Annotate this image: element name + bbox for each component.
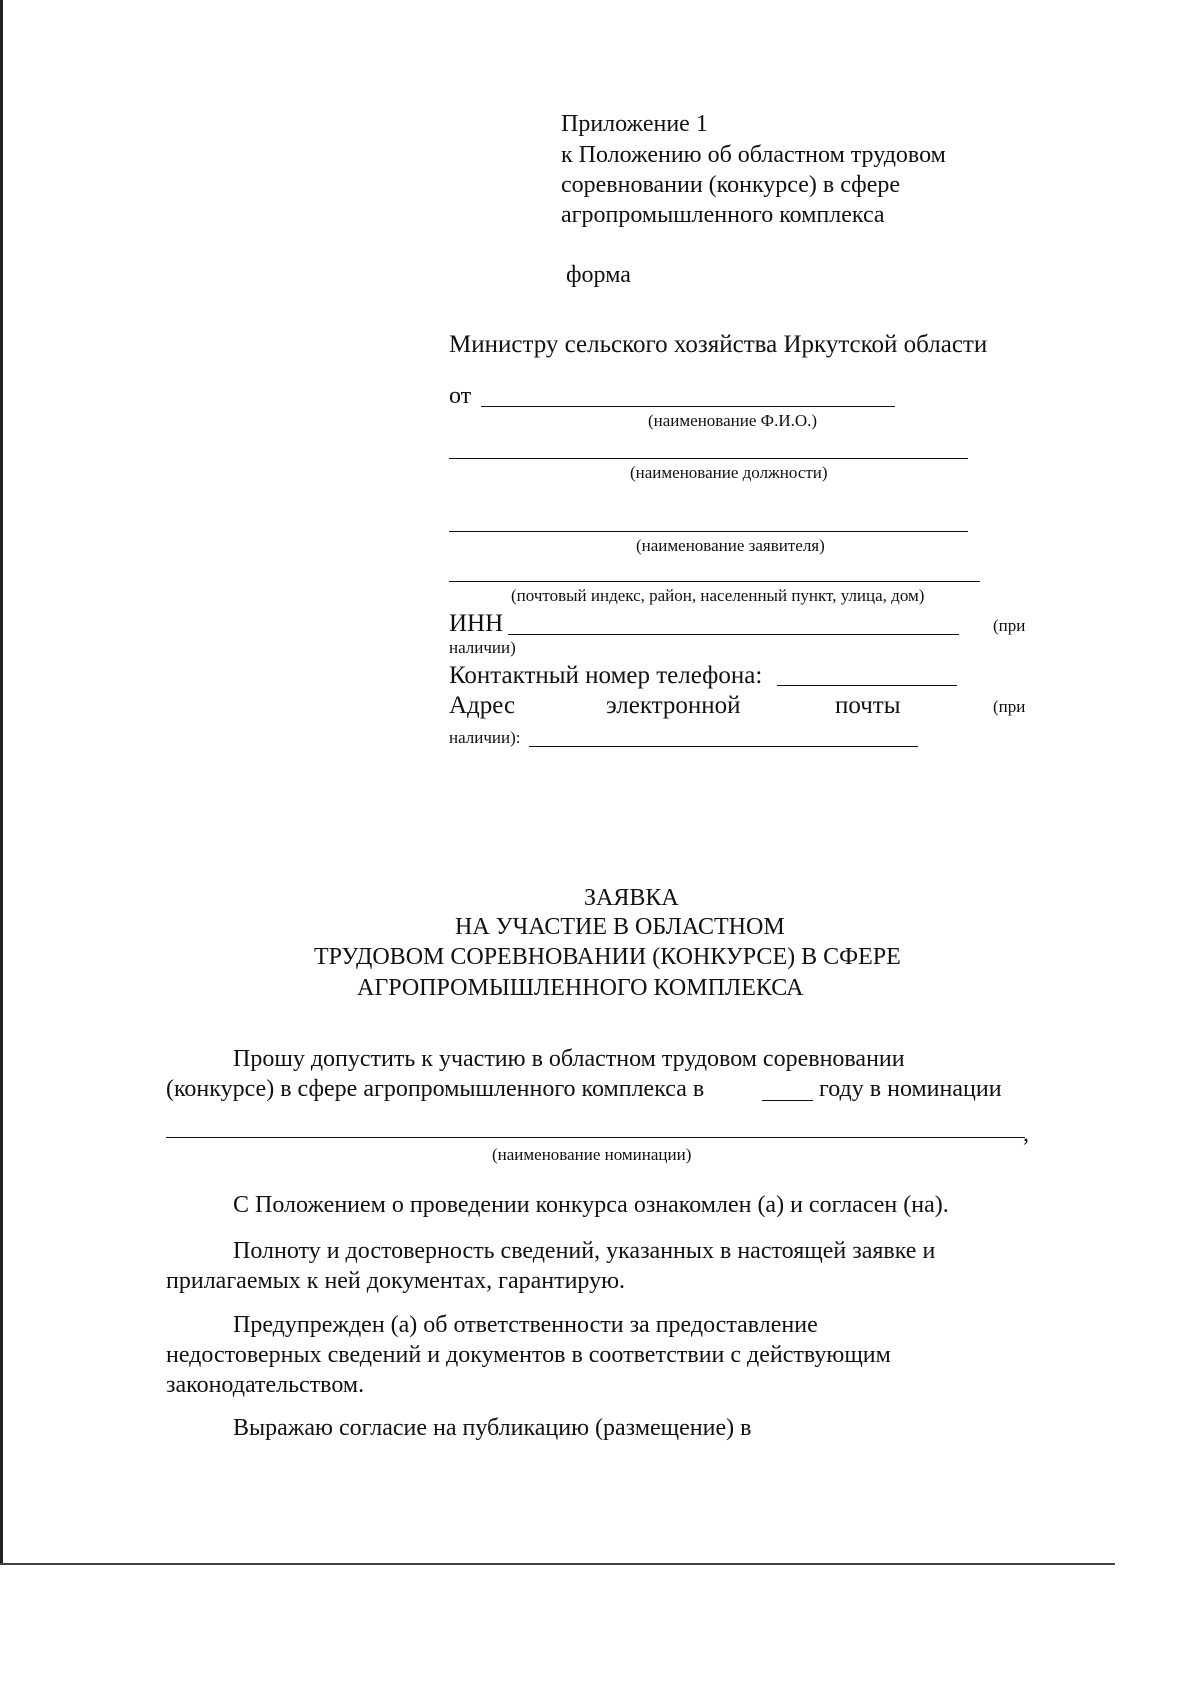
email-if-any-cont: наличии): (449, 728, 521, 747)
title-line-2: НА УЧАСТИЕ В ОБЛАСТНОМ (455, 914, 785, 940)
email-line (529, 746, 918, 747)
appendix-line-3: агропромышленного комплекса (561, 202, 885, 228)
para-4-line-1: Предупрежден (а) об ответственности за предоставление (233, 1312, 818, 1338)
para-4-line-2: недостоверных сведений и документов в соответствии с действующим (166, 1342, 891, 1368)
para-5-line-1: Выражаю согласие на публикацию (размещение) в (233, 1415, 752, 1441)
appendix-line-2: соревновании (конкурсе) в сфере (561, 172, 900, 198)
nomination-caption: (наименование номинации) (492, 1145, 692, 1164)
email-if-any: (при (993, 697, 1026, 716)
applicant-line (449, 531, 968, 532)
title-line-3: ТРУДОВОМ СОРЕВНОВАНИИ (КОНКУРСЕ) В СФЕРЕ (314, 944, 901, 970)
nomination-line (166, 1137, 1025, 1138)
title-line-1: ЗАЯВКА (584, 885, 679, 911)
phone-label: Контактный номер телефона: (449, 662, 763, 689)
position-caption: (наименование должности) (630, 463, 828, 482)
applicant-caption: (наименование заявителя) (636, 536, 825, 555)
email-word-3: почты (835, 692, 901, 719)
title-line-4: АГРОПРОМЫШЛЕННОГО КОМПЛЕКСА (357, 975, 804, 1001)
para-3-line-1: Полноту и достоверность сведений, указанных в настоящей заявке и (233, 1238, 936, 1264)
address-line (449, 581, 980, 582)
phone-line (777, 685, 957, 686)
para-3-line-2: прилагаемых к ней документах, гарантирую. (166, 1268, 626, 1294)
appendix-line-1: к Положению об областном трудовом (561, 142, 946, 168)
inn-line (508, 634, 959, 635)
fio-caption: (наименование Ф.И.О.) (648, 411, 818, 430)
scan-border-left (0, 0, 3, 1563)
inn-label: ИНН (449, 610, 504, 637)
address-caption: (почтовый индекс, район, населенный пункт, улица, дом) (511, 586, 925, 605)
inn-if-any: (при (993, 616, 1026, 635)
para-1-line-1: Прошу допустить к участию в областном трудовом соревновании (233, 1046, 905, 1072)
addressee-to: Министру сельского хозяйства Иркутской области (449, 331, 988, 358)
year-line (762, 1100, 813, 1101)
scan-border-bottom (0, 1563, 1115, 1565)
from-label: от (449, 383, 472, 409)
para-1-line-2b: году в номинации (819, 1076, 1002, 1102)
inn-if-any-cont: наличии) (449, 638, 516, 657)
nomination-comma: , (1023, 1121, 1029, 1147)
fio-line (481, 406, 895, 407)
email-word-1: Адрес (449, 692, 516, 719)
email-word-2: электронной (606, 692, 741, 719)
para-1-line-2a: (конкурсе) в сфере агропромышленного комплекса в (166, 1076, 705, 1102)
form-label: форма (566, 262, 631, 288)
para-4-line-3: законодательством. (166, 1372, 365, 1398)
appendix-title: Приложение 1 (561, 111, 708, 137)
position-line (449, 458, 968, 459)
para-2: С Положением о проведении конкурса ознакомлен (а) и согласен (на). (233, 1192, 949, 1218)
